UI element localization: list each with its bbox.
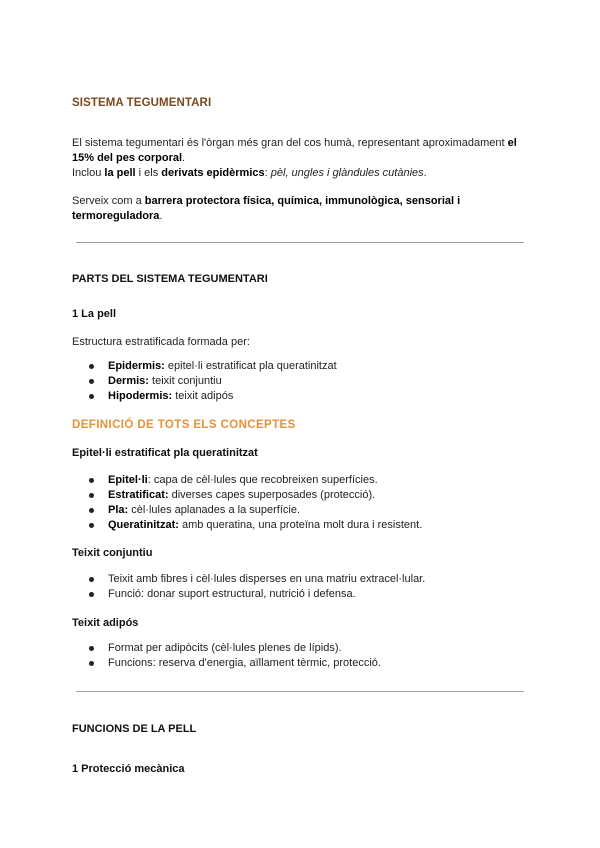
parts-list [72, 359, 528, 404]
list-item [72, 473, 528, 488]
functions-subheading: 1 Protecció mecànica [72, 763, 185, 775]
bullet-icon [89, 508, 94, 513]
intro-paragraph-1 [72, 136, 528, 166]
intro-p2-colon: : [264, 167, 271, 179]
list-item [72, 641, 528, 656]
list-item-text: Teixit amb fibres i cèl·lules disperses en una matriu extracel·lular. [108, 573, 426, 585]
intro-p2-bold-pell: la pell [104, 167, 136, 179]
intro-p2-text: Inclou [72, 167, 105, 179]
list-item [72, 572, 528, 587]
bullet-icon [89, 394, 94, 399]
adipos-list [72, 641, 528, 671]
adipos-heading: Teixit adipós [72, 617, 139, 629]
list-item-term: Hipodermis: [108, 390, 173, 402]
intro-p1-bold: el 15% del pes corporal [72, 137, 517, 164]
bullet-icon [89, 478, 94, 483]
intro-p1-text: El sistema tegumentari és l'òrgan més gran del cos humà, representant aproximadament [72, 137, 508, 149]
bullet-icon [89, 661, 94, 666]
document-title: SISTEMA TEGUMENTARI [72, 97, 212, 109]
bullet-icon [89, 523, 94, 528]
list-item [72, 359, 528, 374]
epitel-heading: Epitel·li estratificat pla queratinitzat [72, 447, 258, 459]
list-item-desc: : capa de cèl·lules que recobreixen superfícies. [147, 474, 378, 486]
list-item [72, 518, 528, 533]
list-item-desc: epitel·li estratificat pla queratinitzat [164, 360, 337, 372]
intro-p2-bold-derivats: derivats epidèrmics [161, 167, 265, 179]
list-item [72, 503, 528, 518]
list-item-desc: amb queratina, una proteïna molt dura i resistent. [178, 519, 423, 531]
bullet-icon [89, 493, 94, 498]
intro-paragraph-2 [72, 166, 528, 181]
bullet-icon [89, 646, 94, 651]
functions-heading: FUNCIONS DE LA PELL [72, 723, 197, 735]
list-item [72, 587, 528, 602]
intro-p3-bold: barrera protectora física, química, immunològica, sensorial i termoreguladora [72, 195, 461, 222]
conjuntiu-heading: Teixit conjuntiu [72, 547, 153, 559]
list-item-text: Funcions: reserva d'energia, aïllament tèrmic, protecció. [108, 657, 381, 669]
list-item-term: Estratificat: [108, 489, 169, 501]
parts-lead: Estructura estratificada formada per: [72, 336, 250, 348]
bullet-icon [89, 379, 94, 384]
list-item-term: Pla: [108, 504, 129, 516]
intro-p3-text: Serveix com a [72, 195, 145, 207]
epitel-list [72, 473, 528, 533]
intro-p2-end: . [423, 167, 427, 179]
conjuntiu-list [72, 572, 528, 602]
horizontal-divider [76, 691, 524, 692]
intro-p3-end: . [159, 210, 163, 222]
intro-p1-end: . [182, 152, 186, 164]
list-item-term: Queratinitzat: [108, 519, 179, 531]
list-item-text: Format per adipòcits (cèl·lules plenes de lípids). [108, 642, 342, 654]
list-item-desc: cèl·lules aplanades a la superfície. [128, 504, 301, 516]
list-item-term: Dermis: [108, 375, 149, 387]
horizontal-divider [76, 242, 524, 243]
list-item [72, 389, 528, 404]
intro-p2-italic: pèl, ungles i glàndules cutànies [270, 167, 424, 179]
definitions-heading: DEFINICIÓ DE TOTS ELS CONCEPTES [72, 419, 296, 431]
bullet-icon [89, 592, 94, 597]
parts-heading: PARTS DEL SISTEMA TEGUMENTARI [72, 273, 268, 285]
list-item-text: Funció: donar suport estructural, nutrició i defensa. [108, 588, 356, 600]
bullet-icon [89, 364, 94, 369]
list-item-desc: teixit conjuntiu [148, 375, 222, 387]
list-item-desc: diverses capes superposades (protecció). [168, 489, 376, 501]
bullet-icon [89, 577, 94, 582]
intro-paragraph-3 [72, 194, 528, 224]
list-item-term: Epidermis: [108, 360, 165, 372]
parts-subheading: 1 La pell [72, 308, 117, 320]
list-item [72, 488, 528, 503]
intro-p2-text-2: i els [135, 167, 162, 179]
list-item [72, 656, 528, 671]
list-item-desc: teixit adipós [172, 390, 234, 402]
list-item [72, 374, 528, 389]
list-item-term: Epitel·li [108, 474, 148, 486]
